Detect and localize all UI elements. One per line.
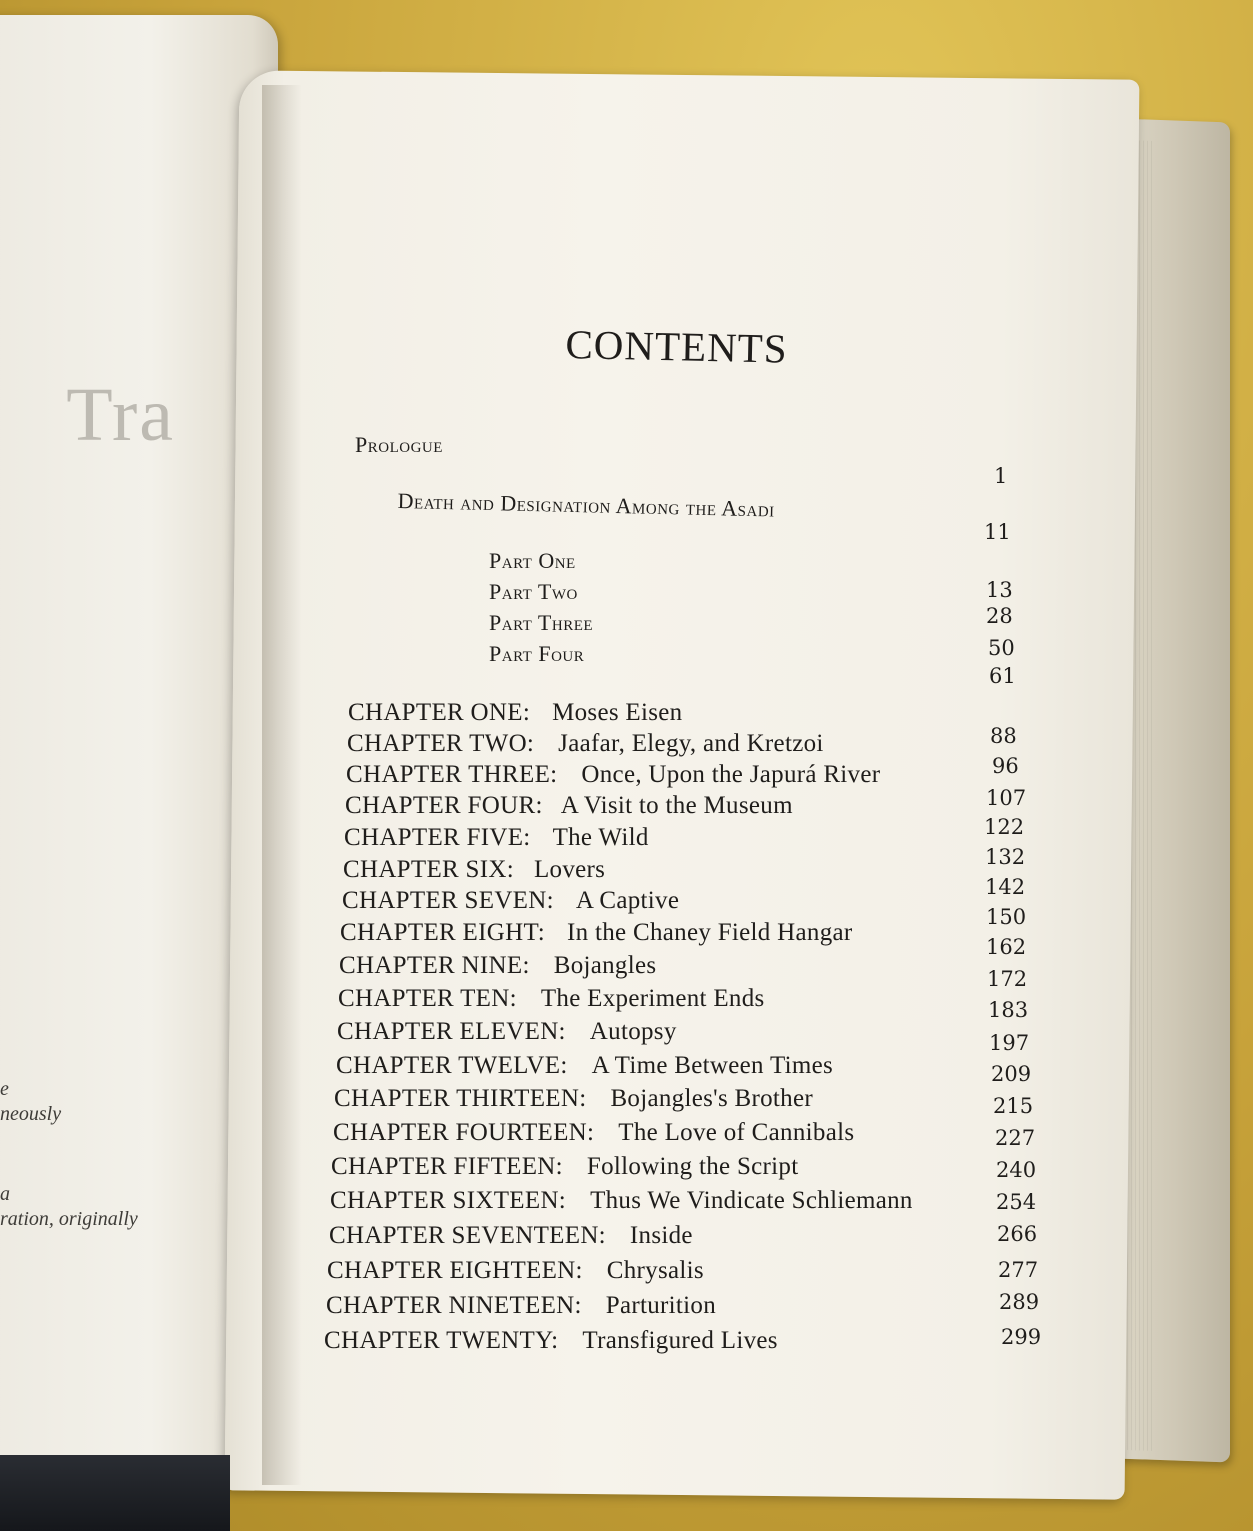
chapter-label: CHAPTER TWENTY: bbox=[324, 1327, 559, 1354]
prologue-label: Prologue bbox=[355, 432, 443, 457]
chapter-entry bbox=[345, 792, 793, 820]
chapter-label: CHAPTER FOURTEEN: bbox=[333, 1119, 595, 1146]
chapter-page-number: 266 bbox=[997, 1222, 1038, 1246]
left-page-line: neously bbox=[0, 1103, 62, 1125]
chapter-entry bbox=[336, 1052, 833, 1080]
chapter-entry bbox=[347, 730, 824, 758]
section-page-number: 11 bbox=[984, 520, 1011, 544]
chapter-entry bbox=[334, 1085, 813, 1113]
chapter-entry bbox=[331, 1153, 798, 1181]
chapter-entry bbox=[342, 887, 679, 915]
chapter-page-number: 209 bbox=[991, 1062, 1032, 1086]
chapter-entry bbox=[340, 919, 853, 947]
chapter-label: CHAPTER TWO: bbox=[347, 730, 535, 757]
chapter-label: CHAPTER THREE: bbox=[346, 761, 558, 788]
chapter-page-number: 289 bbox=[999, 1290, 1040, 1314]
chapter-label: CHAPTER EIGHT: bbox=[340, 919, 546, 946]
chapter-title: Lovers bbox=[533, 856, 606, 883]
chapter-title: The Wild bbox=[552, 824, 649, 851]
chapter-label: CHAPTER NINE: bbox=[339, 952, 530, 979]
chapter-page-number: 172 bbox=[987, 967, 1028, 991]
chapter-label: CHAPTER EIGHTEEN: bbox=[327, 1257, 583, 1284]
chapter-label: CHAPTER SEVENTEEN: bbox=[329, 1222, 606, 1249]
left-page-line: a bbox=[0, 1183, 10, 1205]
chapter-title: Inside bbox=[629, 1222, 693, 1249]
chapter-entry bbox=[344, 824, 649, 852]
chapter-label: CHAPTER FIVE: bbox=[344, 824, 531, 851]
contents-heading: CONTENTS bbox=[565, 320, 789, 372]
chapter-page-number: 299 bbox=[1001, 1325, 1042, 1349]
chapter-title: Autopsy bbox=[589, 1018, 677, 1045]
chapter-page-number: 254 bbox=[996, 1190, 1037, 1214]
chapter-page-number: 215 bbox=[993, 1094, 1034, 1118]
book-cover bbox=[0, 1455, 230, 1531]
part-label: Part Three bbox=[489, 610, 594, 635]
chapter-page-number: 162 bbox=[986, 935, 1027, 959]
chapter-label: CHAPTER ELEVEN: bbox=[337, 1018, 566, 1045]
chapter-page-number: 88 bbox=[990, 724, 1017, 748]
chapter-title: Transfigured Lives bbox=[582, 1327, 778, 1354]
section-title: Death and Designation Among the Asadi bbox=[397, 488, 776, 522]
chapter-page-number: 132 bbox=[985, 845, 1026, 869]
chapter-entry bbox=[330, 1187, 913, 1215]
chapter-title: Once, Upon the Japurá River bbox=[581, 761, 881, 788]
chapter-entry bbox=[343, 856, 605, 884]
chapter-page-number: 240 bbox=[996, 1158, 1037, 1182]
chapter-page-number: 122 bbox=[984, 815, 1025, 839]
prologue-page-number: 1 bbox=[994, 464, 1008, 488]
chapter-title: Bojangles's Brother bbox=[610, 1085, 813, 1112]
chapter-entry bbox=[326, 1292, 716, 1320]
part-label: Part Four bbox=[489, 641, 585, 666]
chapter-page-number: 150 bbox=[986, 905, 1027, 929]
chapter-page-number: 142 bbox=[985, 875, 1026, 899]
chapter-entry bbox=[337, 1018, 677, 1046]
part-page-number: 61 bbox=[989, 664, 1016, 688]
chapter-entry bbox=[338, 985, 765, 1013]
chapter-title: Jaafar, Elegy, and Kretzoi bbox=[558, 730, 824, 757]
left-page-line: e bbox=[0, 1078, 9, 1100]
chapter-title: A Time Between Times bbox=[591, 1052, 834, 1079]
part-label: Part One bbox=[489, 548, 576, 573]
chapter-title: The Love of Cannibals bbox=[618, 1119, 855, 1146]
chapter-title: Following the Script bbox=[586, 1153, 799, 1180]
chapter-page-number: 277 bbox=[998, 1258, 1039, 1282]
chapter-page-number: 107 bbox=[986, 786, 1027, 810]
chapter-title: Moses Eisen bbox=[552, 699, 683, 726]
chapter-entry bbox=[339, 952, 656, 980]
chapter-label: CHAPTER ONE: bbox=[348, 699, 531, 726]
chapter-entry bbox=[333, 1119, 854, 1147]
chapter-page-number: 197 bbox=[989, 1031, 1030, 1055]
part-page-number: 50 bbox=[988, 636, 1015, 660]
part-page-number: 28 bbox=[986, 604, 1013, 628]
chapter-label: CHAPTER TWELVE: bbox=[336, 1052, 568, 1079]
left-page-line: ration, originally bbox=[0, 1208, 138, 1230]
chapter-entry bbox=[348, 699, 682, 727]
chapter-title: Bojangles bbox=[553, 952, 657, 979]
chapter-title: Parturition bbox=[605, 1292, 717, 1319]
chapter-entry bbox=[346, 761, 880, 789]
chapter-label: CHAPTER SEVEN: bbox=[342, 887, 554, 914]
chapter-label: CHAPTER TEN: bbox=[338, 985, 517, 1012]
chapter-label: CHAPTER NINETEEN: bbox=[326, 1292, 582, 1319]
chapter-page-number: 227 bbox=[995, 1126, 1036, 1150]
chapter-label: CHAPTER FIFTEEN: bbox=[331, 1153, 563, 1180]
chapter-entry bbox=[324, 1327, 778, 1355]
part-label: Part Two bbox=[489, 579, 578, 604]
chapter-page-number: 96 bbox=[992, 754, 1019, 778]
chapter-title: Thus We Vindicate Schliemann bbox=[590, 1187, 913, 1214]
chapter-label: CHAPTER FOUR: bbox=[345, 792, 543, 819]
chapter-title: The Experiment Ends bbox=[540, 985, 765, 1012]
chapter-label: CHAPTER SIXTEEN: bbox=[330, 1187, 567, 1214]
chapter-title: Chrysalis bbox=[606, 1257, 704, 1284]
chapter-entry bbox=[327, 1257, 704, 1285]
chapter-title: A Captive bbox=[575, 887, 680, 914]
chapter-title: In the Chaney Field Hangar bbox=[567, 919, 853, 946]
left-page-title-fragment: Tra bbox=[66, 373, 175, 457]
chapter-page-number: 183 bbox=[988, 998, 1029, 1022]
part-page-number: 13 bbox=[986, 578, 1013, 602]
chapter-entry bbox=[329, 1222, 693, 1250]
chapter-label: CHAPTER SIX: bbox=[343, 856, 514, 883]
chapter-title: A Visit to the Museum bbox=[560, 792, 793, 819]
chapter-label: CHAPTER THIRTEEN: bbox=[334, 1085, 587, 1112]
